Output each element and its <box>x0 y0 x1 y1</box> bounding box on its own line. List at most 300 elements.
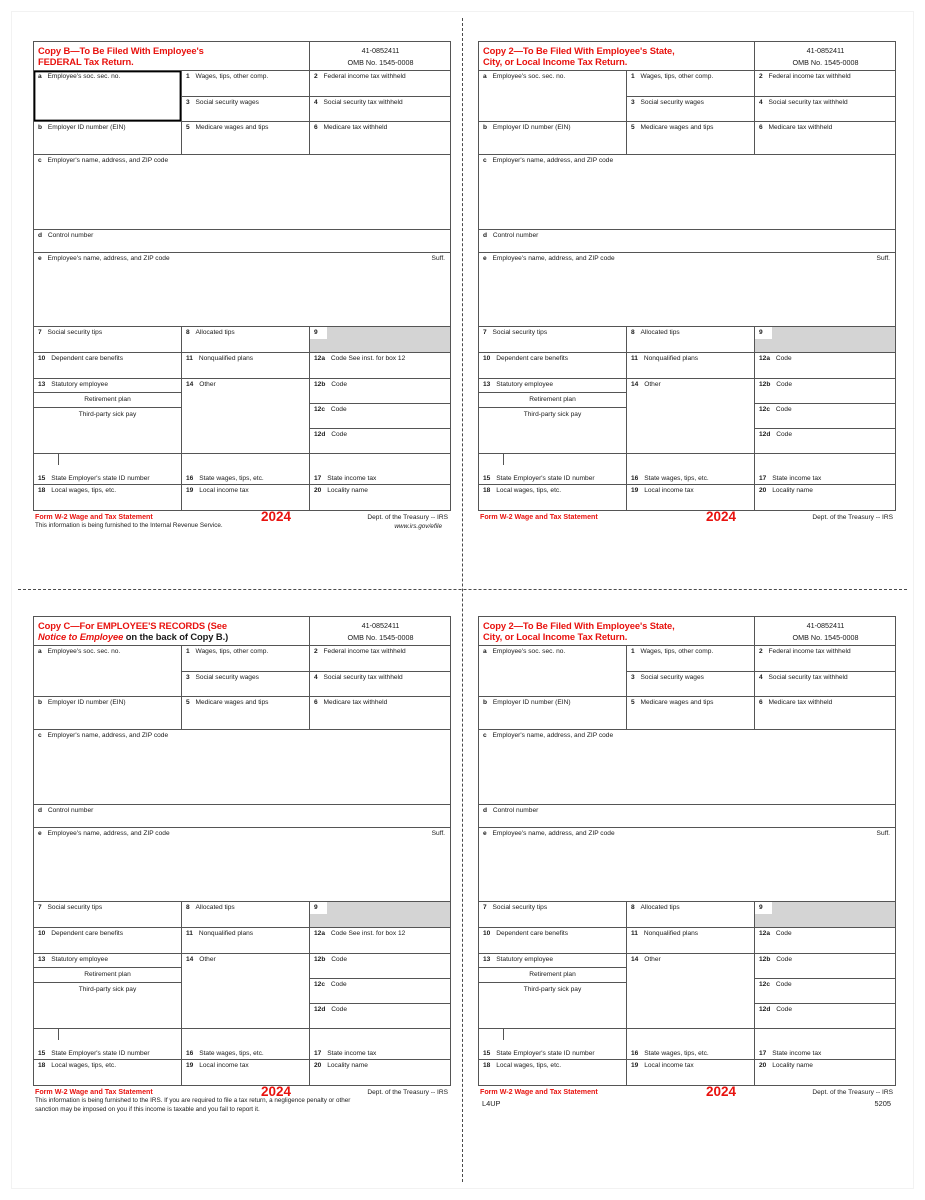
box-2-fed-tax[interactable] <box>310 645 451 671</box>
form-footer <box>478 508 895 543</box>
box-e-employee[interactable] <box>34 827 451 901</box>
box-15-number: 15 <box>483 474 491 482</box>
box-13-statutory[interactable] <box>34 954 181 968</box>
box-12c[interactable] <box>310 403 451 428</box>
box-15-state-divider <box>503 1029 504 1040</box>
box-7-label: Social security tips <box>492 329 548 337</box>
box-b-label: Employer ID number (EIN) <box>47 699 126 707</box>
box-5-label: Medicare wages and tips <box>195 124 269 132</box>
box-b-ein[interactable] <box>34 121 182 154</box>
box-7-ss-tips[interactable] <box>479 326 627 352</box>
box-b-ein[interactable] <box>34 696 182 729</box>
box-17-number: 17 <box>314 474 322 482</box>
box-3-label: Social security wages <box>195 674 259 682</box>
box-18-local-wages[interactable] <box>34 484 182 510</box>
box-6-medicare-tax[interactable] <box>310 121 451 154</box>
box-12b-label: Code <box>331 956 347 964</box>
box-3-label: Social security wages <box>195 99 259 107</box>
box-4-label: Social security tax withheld <box>323 99 403 107</box>
box-4-number: 4 <box>759 99 763 107</box>
box-1-number: 1 <box>631 648 635 656</box>
box-4-label: Social security tax withheld <box>768 99 848 107</box>
box-4-ss-tax[interactable] <box>755 671 896 696</box>
box-13-sickpay-label: Third-party sick pay <box>78 411 137 419</box>
box-6-medicare-tax[interactable] <box>755 696 896 729</box>
box-19-label: Local income tax <box>644 1062 694 1070</box>
box-20-locality[interactable] <box>310 1059 451 1085</box>
copy-title-line1: Copy C—For EMPLOYEE'S RECORDS (See <box>38 619 227 631</box>
box-14-number: 14 <box>631 956 639 964</box>
box-12a[interactable] <box>755 927 896 953</box>
box-17-label: State income tax <box>327 1049 377 1057</box>
box-19-label: Local income tax <box>199 1062 249 1070</box>
box-b-label: Employer ID number (EIN) <box>492 124 571 132</box>
box-10-number: 10 <box>483 930 491 938</box>
box-c-label: Employer's name, address, and ZIP code <box>47 157 169 165</box>
box-16-label: State wages, tips, etc. <box>644 1049 709 1057</box>
box-18-number: 18 <box>483 1062 491 1070</box>
footer-note-line1: This information is being furnished to the IRS. If you are required to file a tax return, a negligence <box>35 1097 305 1105</box>
box-13-checkboxes[interactable] <box>34 378 182 453</box>
box-e-label: Employee's name, address, and ZIP code <box>47 830 170 838</box>
box-15-state-id[interactable] <box>34 1028 182 1059</box>
box-4-ss-tax[interactable] <box>310 671 451 696</box>
box-13-statutory[interactable] <box>479 379 626 393</box>
box-7-ss-tips[interactable] <box>34 326 182 352</box>
copy-title-line1: Copy 2—To Be Filed With Employee's State, <box>483 44 675 56</box>
box-d-control[interactable] <box>34 229 451 252</box>
box-8-number: 8 <box>186 329 190 337</box>
box-14-label: Other <box>199 381 216 389</box>
footer-form-line: Form W-2 Wage and Tax Statement <box>480 1087 598 1096</box>
footer-form-line: Form W-2 Wage and Tax Statement <box>480 512 598 521</box>
box-17-number: 17 <box>314 1049 322 1057</box>
box-4-label: Social security tax withheld <box>768 674 848 682</box>
form-grid <box>33 41 451 511</box>
box-a-number: a <box>483 648 487 656</box>
box-13-checkboxes[interactable] <box>479 953 627 1028</box>
box-20-locality[interactable] <box>310 484 451 510</box>
box-18-local-wages[interactable] <box>479 484 627 510</box>
box-c-number: c <box>483 157 487 165</box>
box-3-number: 3 <box>631 674 635 682</box>
box-8-allocated-tips[interactable] <box>182 326 310 352</box>
box-10-dependent-care[interactable] <box>479 927 627 953</box>
box-9-shaded <box>755 901 896 927</box>
box-13-checkboxes[interactable] <box>479 378 627 453</box>
box-12b[interactable] <box>310 378 451 403</box>
box-3-ss-wages[interactable] <box>627 96 755 121</box>
box-8-allocated-tips[interactable] <box>627 901 755 927</box>
box-b-ein[interactable] <box>479 696 627 729</box>
box-20-locality[interactable] <box>755 1059 896 1085</box>
box-b-ein[interactable] <box>479 121 627 154</box>
form-copy-2-top <box>478 41 895 543</box>
box-9-number: 9 <box>755 327 772 339</box>
box-4-ss-tax[interactable] <box>310 96 451 121</box>
box-11-nonqualified[interactable] <box>182 927 310 953</box>
box-17-label: State income tax <box>772 1049 822 1057</box>
box-10-label: Dependent care benefits <box>496 355 569 363</box>
box-12b[interactable] <box>310 953 451 978</box>
box-14-other[interactable] <box>182 953 310 1028</box>
box-2-label: Federal income tax withheld <box>323 648 406 656</box>
box-14-label: Other <box>644 956 661 964</box>
box-17-number: 17 <box>759 1049 767 1057</box>
omb-number: OMB No. 1545-0008 <box>792 58 859 68</box>
box-19-number: 19 <box>186 1062 194 1070</box>
box-19-local-tax[interactable] <box>627 1059 755 1085</box>
box-12d-number: 12d <box>314 431 326 439</box>
omb-header <box>310 617 451 646</box>
box-12a[interactable] <box>755 352 896 378</box>
box-d-control[interactable] <box>34 804 451 827</box>
box-12d-number: 12d <box>314 1006 326 1014</box>
box-13-sickpay-label: Third-party sick pay <box>78 986 137 994</box>
copy-title-line2: City, or Local Income Tax Return. <box>483 56 628 68</box>
box-16-state-wages[interactable] <box>627 453 755 484</box>
box-6-number: 6 <box>314 124 318 132</box>
box-11-label: Nonqualified plans <box>643 355 699 363</box>
box-12c[interactable] <box>755 403 896 428</box>
box-15-label: State Employer's state ID number <box>51 1049 150 1057</box>
form-footer <box>33 508 450 543</box>
box-e-employee[interactable] <box>479 827 896 901</box>
ein-number: 41-0852411 <box>806 620 845 630</box>
box-2-number: 2 <box>314 648 318 656</box>
box-12c[interactable] <box>755 978 896 1003</box>
box-17-number: 17 <box>759 474 767 482</box>
footer-efile-url: www.irs.gov/efile <box>394 522 442 530</box>
box-12a-number: 12a <box>314 355 326 363</box>
box-11-nonqualified[interactable] <box>627 927 755 953</box>
box-e-number: e <box>38 830 42 838</box>
box-1-label: Wages, tips, other comp. <box>640 648 714 656</box>
box-8-allocated-tips[interactable] <box>627 326 755 352</box>
form-grid <box>33 616 451 1086</box>
box-20-number: 20 <box>759 1062 767 1070</box>
box-3-ss-wages[interactable] <box>182 96 310 121</box>
omb-number: OMB No. 1545-0008 <box>347 58 414 68</box>
box-16-number: 16 <box>186 474 194 482</box>
box-13-retirement-label: Retirement plan <box>529 396 576 404</box>
box-13-statutory[interactable] <box>34 379 181 393</box>
box-a-ssn[interactable] <box>34 645 182 696</box>
box-12b-label: Code <box>331 381 347 389</box>
box-2-fed-tax[interactable] <box>755 70 896 96</box>
box-6-medicare-tax[interactable] <box>310 696 451 729</box>
box-11-label: Nonqualified plans <box>643 930 699 938</box>
box-d-control[interactable] <box>479 229 896 252</box>
box-1-label: Wages, tips, other comp. <box>195 73 269 81</box>
box-c-number: c <box>38 732 42 740</box>
box-13-checkboxes[interactable] <box>34 953 182 1028</box>
box-3-ss-wages[interactable] <box>182 671 310 696</box>
box-14-label: Other <box>644 381 661 389</box>
box-c-label: Employer's name, address, and ZIP code <box>492 732 614 740</box>
box-5-medicare-wages[interactable] <box>627 121 755 154</box>
box-12d[interactable] <box>755 428 896 453</box>
box-10-dependent-care[interactable] <box>34 352 182 378</box>
box-8-number: 8 <box>631 904 635 912</box>
box-16-state-wages[interactable] <box>182 453 310 484</box>
box-12a[interactable] <box>310 927 451 953</box>
box-4-number: 4 <box>314 674 318 682</box>
box-12c-label: Code <box>775 981 792 989</box>
box-15-label: State Employer's state ID number <box>496 1049 595 1057</box>
box-19-label: Local income tax <box>199 487 249 495</box>
box-10-dependent-care[interactable] <box>479 352 627 378</box>
box-7-ss-tips[interactable] <box>479 901 627 927</box>
suffix-label: Suff. <box>876 255 890 263</box>
box-16-state-wages[interactable] <box>627 1028 755 1059</box>
box-15-state-divider <box>58 1029 59 1040</box>
box-16-label: State wages, tips, etc. <box>199 1049 264 1057</box>
box-3-number: 3 <box>631 99 635 107</box>
box-12d-label: Code <box>776 431 792 439</box>
box-2-fed-tax[interactable] <box>755 645 896 671</box>
footer-dept: Dept. of the Treasury -- IRS <box>367 1088 448 1096</box>
footer-note-line2: penalty or other sanction may be imposed on you if this income is taxable and you fail to report it. <box>35 1097 351 1113</box>
box-11-number: 11 <box>631 355 638 363</box>
box-13-retirement-label: Retirement plan <box>84 396 131 404</box>
box-12c-label: Code <box>775 406 792 414</box>
form-copy-c <box>33 616 450 1118</box>
form-footer <box>478 1083 895 1118</box>
box-a-number: a <box>38 648 42 656</box>
box-7-ss-tips[interactable] <box>34 901 182 927</box>
box-6-medicare-tax[interactable] <box>755 121 896 154</box>
box-12a-label: Code <box>775 355 792 363</box>
box-13-retirement[interactable] <box>34 392 181 407</box>
box-1-wages[interactable] <box>182 70 310 96</box>
box-1-wages[interactable] <box>182 645 310 671</box>
box-c-employer[interactable] <box>479 729 896 804</box>
box-7-label: Social security tips <box>47 329 103 337</box>
box-20-number: 20 <box>314 487 322 495</box>
box-b-number: b <box>38 699 43 707</box>
box-12d[interactable] <box>310 428 451 453</box>
box-11-nonqualified[interactable] <box>182 352 310 378</box>
box-c-employer[interactable] <box>34 729 451 804</box>
box-5-label: Medicare wages and tips <box>640 124 714 132</box>
box-14-number: 14 <box>186 381 194 389</box>
box-1-wages[interactable] <box>627 70 755 96</box>
box-12a-label: Code See inst. for box 12 <box>330 355 406 363</box>
box-7-label: Social security tips <box>492 904 548 912</box>
box-15-state-id[interactable] <box>479 453 627 484</box>
box-13-sickpay[interactable] <box>34 407 181 422</box>
box-b-number: b <box>483 699 488 707</box>
box-11-number: 11 <box>631 930 638 938</box>
box-17-state-tax[interactable] <box>755 1028 896 1059</box>
copy-title-line2-rest: on the back of Copy B.) <box>123 631 229 643</box>
copy-header <box>34 42 310 71</box>
box-d-control[interactable] <box>479 804 896 827</box>
box-13-label: Statutory employee <box>496 956 553 964</box>
footer-dept: Dept. of the Treasury -- IRS <box>367 513 448 521</box>
box-b-label: Employer ID number (EIN) <box>492 699 571 707</box>
box-18-local-wages[interactable] <box>479 1059 627 1085</box>
box-20-label: Locality name <box>327 487 368 495</box>
box-10-label: Dependent care benefits <box>51 355 124 363</box>
box-12c-number: 12c <box>314 406 326 414</box>
box-a-label: Employee's soc. sec. no. <box>47 73 121 81</box>
box-1-label: Wages, tips, other comp. <box>640 73 714 81</box>
box-13-sickpay[interactable] <box>479 982 626 997</box>
box-5-medicare-wages[interactable] <box>627 696 755 729</box>
box-12a[interactable] <box>310 352 451 378</box>
box-2-label: Federal income tax withheld <box>768 73 851 81</box>
box-15-number: 15 <box>483 1049 491 1057</box>
box-12b-number: 12b <box>759 381 771 389</box>
box-e-number: e <box>483 255 487 263</box>
box-d-number: d <box>483 807 488 815</box>
box-11-nonqualified[interactable] <box>627 352 755 378</box>
box-15-label: State Employer's state ID number <box>496 474 595 482</box>
box-15-number: 15 <box>38 1049 46 1057</box>
box-13-retirement[interactable] <box>479 392 626 407</box>
box-13-retirement[interactable] <box>34 967 181 982</box>
box-5-medicare-wages[interactable] <box>182 121 310 154</box>
box-a-ssn[interactable] <box>34 70 182 121</box>
box-d-number: d <box>483 232 488 240</box>
copy-title-line1: Copy B—To Be Filed With Employee's <box>38 44 204 56</box>
box-13-number: 13 <box>38 956 46 964</box>
footer-year: 2024 <box>706 508 737 524</box>
box-5-number: 5 <box>631 699 635 707</box>
box-3-label: Social security wages <box>640 674 704 682</box>
copy-title-notice: Notice to Employee <box>38 631 124 643</box>
box-16-number: 16 <box>186 1049 194 1057</box>
box-18-local-wages[interactable] <box>34 1059 182 1085</box>
box-12d[interactable] <box>755 1003 896 1028</box>
box-20-number: 20 <box>759 487 767 495</box>
box-10-dependent-care[interactable] <box>34 927 182 953</box>
box-17-state-tax[interactable] <box>755 453 896 484</box>
box-16-state-wages[interactable] <box>182 1028 310 1059</box>
box-4-ss-tax[interactable] <box>755 96 896 121</box>
box-12d-number: 12d <box>759 1006 771 1014</box>
box-6-number: 6 <box>759 699 763 707</box>
box-d-label: Control number <box>492 807 539 815</box>
box-12b-number: 12b <box>759 956 771 964</box>
box-10-number: 10 <box>38 930 46 938</box>
box-18-number: 18 <box>38 1062 46 1070</box>
box-13-sickpay-label: Third-party sick pay <box>523 986 582 994</box>
box-5-number: 5 <box>186 699 190 707</box>
box-12d[interactable] <box>310 1003 451 1028</box>
box-8-label: Allocated tips <box>195 904 235 912</box>
copy-title-line2: FEDERAL Tax Return. <box>38 56 134 68</box>
box-13-number: 13 <box>483 956 491 964</box>
box-12b[interactable] <box>755 378 896 403</box>
box-9-shaded <box>310 901 451 927</box>
box-a-ssn[interactable] <box>479 645 627 696</box>
box-9-number: 9 <box>755 902 772 914</box>
box-12c-label: Code <box>330 981 347 989</box>
box-13-sickpay[interactable] <box>479 407 626 422</box>
box-14-other[interactable] <box>182 378 310 453</box>
box-7-number: 7 <box>483 329 487 337</box>
box-8-allocated-tips[interactable] <box>182 901 310 927</box>
box-12d-label: Code <box>331 1006 347 1014</box>
box-19-local-tax[interactable] <box>182 1059 310 1085</box>
box-10-number: 10 <box>483 355 491 363</box>
box-6-number: 6 <box>314 699 318 707</box>
box-19-local-tax[interactable] <box>627 484 755 510</box>
box-20-label: Locality name <box>772 1062 813 1070</box>
box-c-label: Employer's name, address, and ZIP code <box>492 157 614 165</box>
box-13-sickpay[interactable] <box>34 982 181 997</box>
box-3-ss-wages[interactable] <box>627 671 755 696</box>
box-1-wages[interactable] <box>627 645 755 671</box>
box-15-state-id[interactable] <box>34 453 182 484</box>
box-b-number: b <box>38 124 43 132</box>
box-5-medicare-wages[interactable] <box>182 696 310 729</box>
box-19-number: 19 <box>631 1062 639 1070</box>
footer-note: This information is being furnished to the Internal Revenue Service. <box>35 522 223 530</box>
box-a-number: a <box>38 73 42 81</box>
box-13-retirement[interactable] <box>479 967 626 982</box>
box-8-number: 8 <box>186 904 190 912</box>
box-17-state-tax[interactable] <box>310 1028 451 1059</box>
box-20-label: Locality name <box>772 487 813 495</box>
suffix-label: Suff. <box>431 830 446 838</box>
box-13-label: Statutory employee <box>51 956 108 964</box>
box-20-number: 20 <box>314 1062 322 1070</box>
box-12c[interactable] <box>310 978 451 1003</box>
box-12d-number: 12d <box>759 431 771 439</box>
box-19-local-tax[interactable] <box>182 484 310 510</box>
footer-dept: Dept. of the Treasury -- IRS <box>812 1088 893 1096</box>
box-d-label: Control number <box>47 807 94 815</box>
box-2-fed-tax[interactable] <box>310 70 451 96</box>
box-12b[interactable] <box>755 953 896 978</box>
box-13-statutory[interactable] <box>479 954 626 968</box>
box-15-number: 15 <box>38 474 46 482</box>
box-19-label: Local income tax <box>644 487 694 495</box>
box-1-number: 1 <box>631 73 635 81</box>
box-17-state-tax[interactable] <box>310 453 451 484</box>
box-e-employee[interactable] <box>34 252 451 326</box>
box-17-label: State income tax <box>772 474 822 482</box>
box-7-label: Social security tips <box>47 904 103 912</box>
box-12c-label: Code <box>330 406 347 414</box>
omb-number: OMB No. 1545-0008 <box>792 633 859 643</box>
box-c-employer[interactable] <box>34 154 451 229</box>
box-c-number: c <box>483 732 487 740</box>
box-14-other[interactable] <box>627 378 755 453</box>
box-e-employee[interactable] <box>479 252 896 326</box>
box-3-label: Social security wages <box>640 99 704 107</box>
box-1-label: Wages, tips, other comp. <box>195 648 269 656</box>
box-14-other[interactable] <box>627 953 755 1028</box>
box-c-employer[interactable] <box>479 154 896 229</box>
box-11-label: Nonqualified plans <box>198 930 254 938</box>
omb-header <box>755 617 896 646</box>
box-d-label: Control number <box>492 232 539 240</box>
box-12a-label: Code <box>775 930 792 938</box>
box-a-ssn[interactable] <box>479 70 627 121</box>
box-e-label: Employee's name, address, and ZIP code <box>492 830 615 838</box>
box-20-locality[interactable] <box>755 484 896 510</box>
box-16-number: 16 <box>631 474 639 482</box>
box-15-state-id[interactable] <box>479 1028 627 1059</box>
box-12a-label: Code See inst. for box 12 <box>330 930 406 938</box>
copy-header <box>479 42 755 71</box>
form-footer <box>33 1083 450 1118</box>
